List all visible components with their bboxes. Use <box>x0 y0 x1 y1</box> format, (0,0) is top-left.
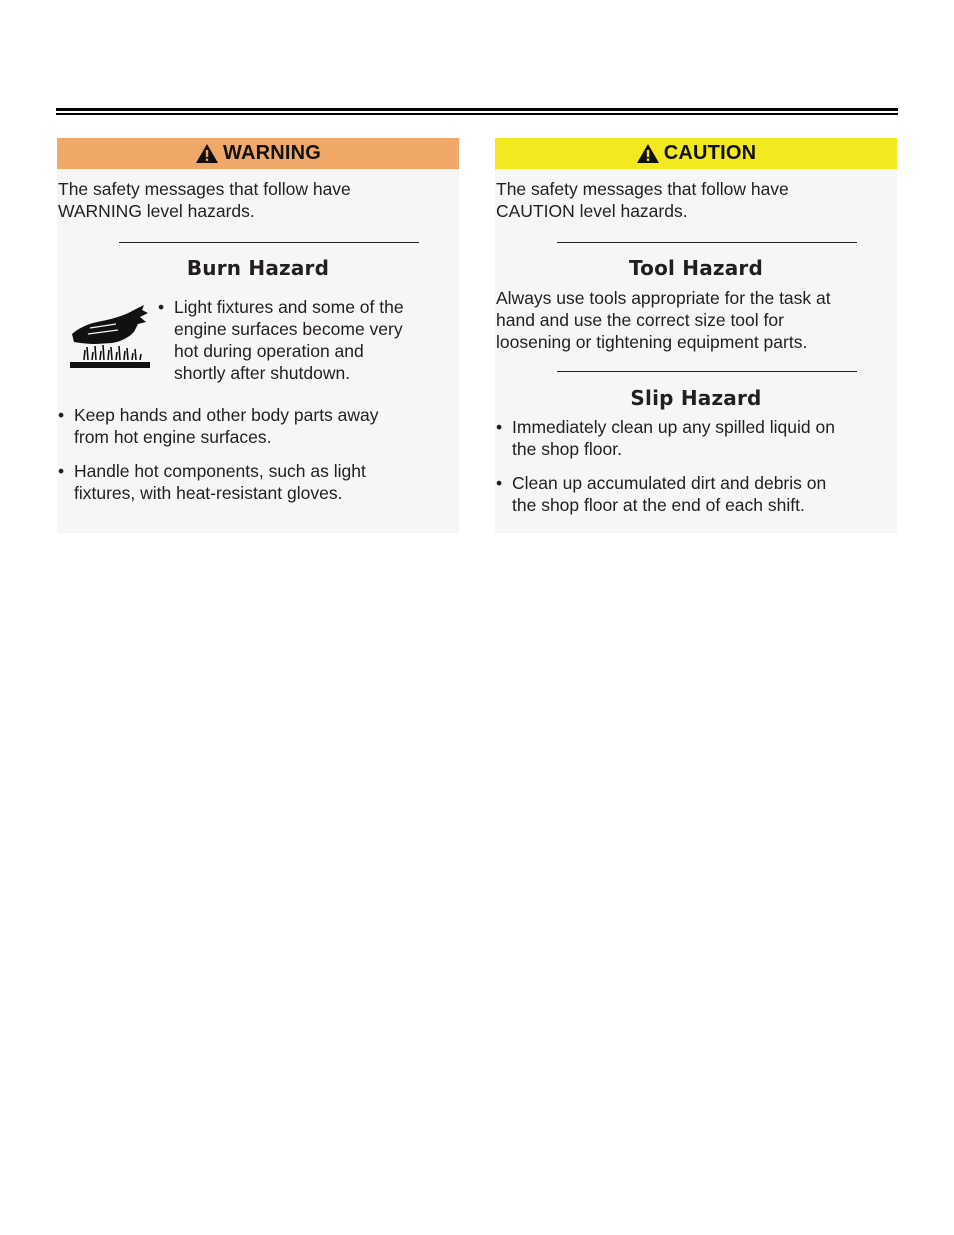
burn-hazard-title: Burn Hazard <box>186 256 330 280</box>
header-rule <box>56 108 898 111</box>
caution-signal-word: CAUTION <box>663 142 757 164</box>
slip-hazard-title: Slip Hazard <box>630 386 762 410</box>
header-rule-secondary <box>56 113 898 115</box>
slip-hazard-bullet: • Clean up accumulated dirt and debris on the shop floor at the end of each shift. <box>496 472 902 516</box>
tool-hazard-title: Tool Hazard <box>628 256 764 280</box>
warning-divider <box>119 242 419 243</box>
slip-hazard-bullet: • Immediately clean up any spilled liquid on the shop floor. <box>496 416 902 460</box>
warning-panel <box>57 138 459 533</box>
caution-intro: The safety messages that follow have CAUTION level hazards. <box>496 179 789 221</box>
hot-surface-hand-icon <box>68 300 152 372</box>
burn-hazard-bullet: • Light fixtures and some of the engine surfaces become very hot during operation and shortly after shutdown. <box>158 296 464 384</box>
tool-hazard-text: Always use tools appropriate for the task at hand and use the correct size tool for loosening or tightening equipment parts. <box>496 288 831 352</box>
caution-divider <box>557 242 857 243</box>
warning-signal-word: WARNING <box>222 142 322 164</box>
caution-panel <box>495 138 897 533</box>
burn-hazard-bullet: • Keep hands and other body parts away from hot engine surfaces. <box>58 404 464 448</box>
caution-divider <box>557 371 857 372</box>
warning-signal-bar <box>57 138 459 169</box>
alert-triangle-icon <box>636 143 660 164</box>
caution-signal-bar <box>495 138 897 169</box>
alert-triangle-icon <box>195 143 219 164</box>
warning-intro: The safety messages that follow have WARNING level hazards. <box>58 179 351 221</box>
burn-hazard-bullet: • Handle hot components, such as light fixtures, with heat-resistant gloves. <box>58 460 464 504</box>
